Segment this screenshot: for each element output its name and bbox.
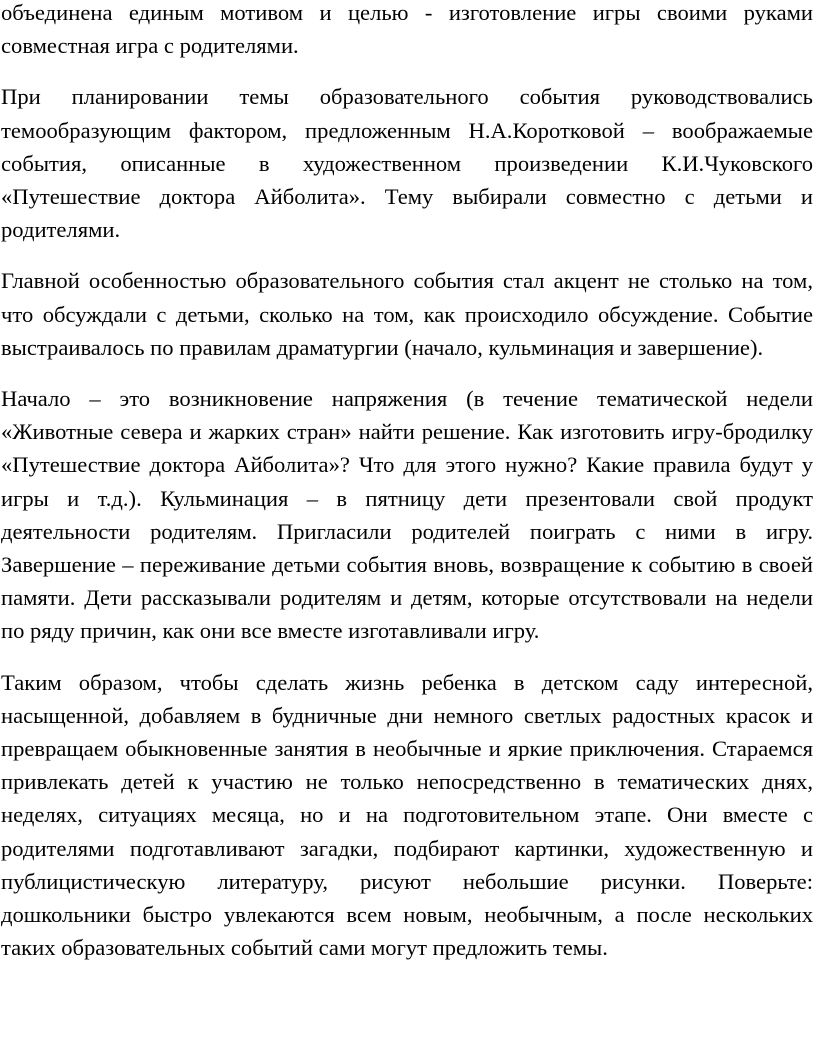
paragraph-conclusion: Таким образом, чтобы сделать жизнь ребенка в детском саду интересной, насыщенной, добавляем в будничные дни немного светлых радостных красок и превращаем обыкновенные занятия в необычные и яркие приключения. Стараемся привлекать детей к участию не только непосредственно в тематических днях, неделях, ситуациях месяца, но и на подготовительном этапе. Они вместе с родителями подготавливают загадки, подбирают картинки, художественную и публицистическую литературу, рисуют небольшие рисунки. Поверьте: дошкольники быстро увлекаются всем новым, необычным, а после нескольких таких образовательных событий сами могут предложить темы. [1,669,813,961]
paragraph-event-feature: Главной особенностью образовательного события стал акцент не столько на том, что обсуждали с детьми, сколько на том, как происходило обсуждение. Событие выстраивалось по правилам драматургии (начало, кульминация и завершение). [1,268,813,360]
paragraph-continuation: объединена единым мотивом и целью - изготовление игры своими руками совместная игра с родителями. [1,0,813,59]
paragraph-event-stages: Начало – это возникновение напряжения (в течение тематической недели «Животные севера и жарких стран» найти решение. Как изготовить игру-бродилку «Путешествие доктора Айболита»? Что для этого нужно? Какие правила будут у игры и т.д.). Кульминация – в пятницу дети презентовали свой продукт деятельности родителям. Пригласили родителей поиграть с ними в игру. Завершение – переживание детьми события вновь, возвращение к событию в своей памяти. Дети рассказывали родителям и детям, которые отсутствовали на недели по ряду причин, как они все вместе изготавливали игру. [1,386,813,644]
paragraph-theme-planning: При планировании темы образовательного события руководствовались темообразующим фактором, предложенным Н.А.Коротковой – воображаемые события, описанные в художественном произведении К.И.Чуковского «Путешествие доктора Айболита». Тему выбирали совместно с детьми и родителями. [1,84,813,243]
